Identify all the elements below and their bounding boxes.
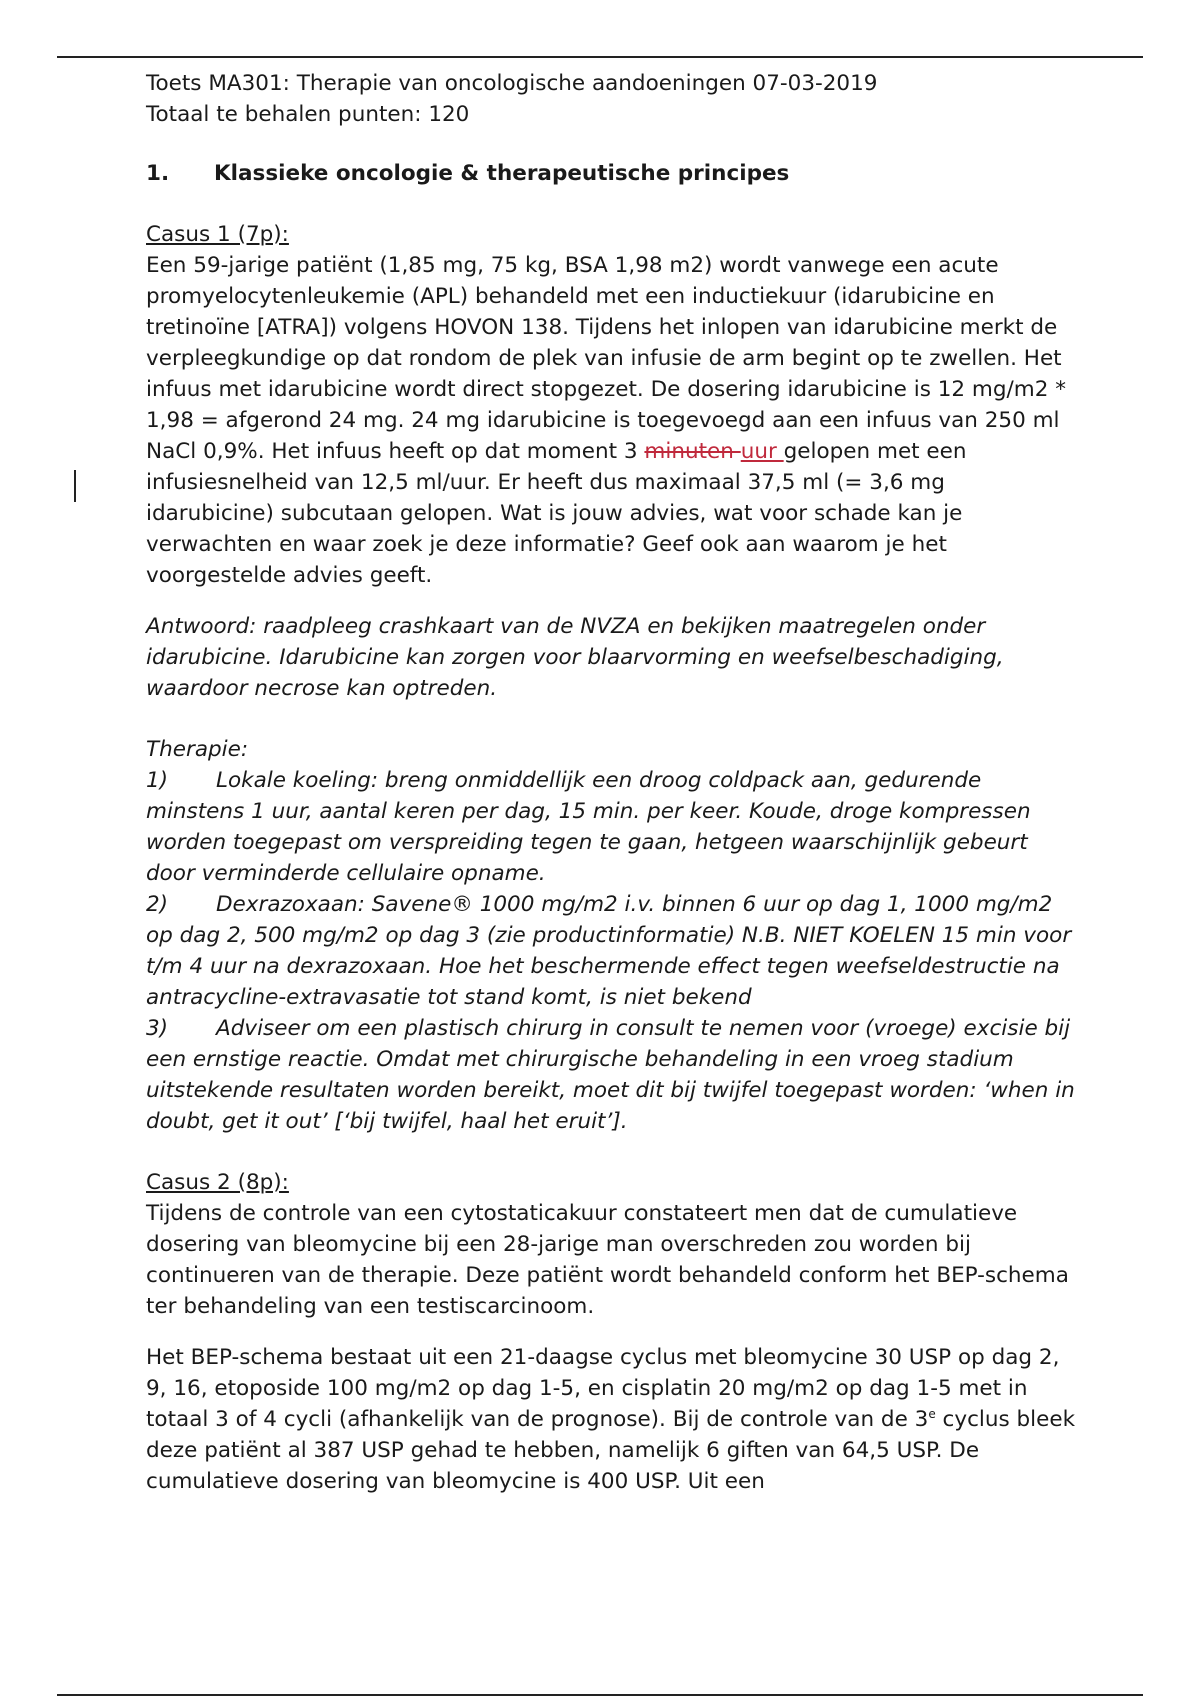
therapy-list — [146, 765, 1076, 1137]
therapy-item — [146, 765, 1076, 889]
section-title: Klassieke oncologie & therapeutische principes — [214, 161, 790, 186]
tracked-deletion: minuten — [644, 439, 741, 464]
therapy-item-text: Adviseer om een plastisch chirurg in consult te nemen voor (vroege) excisie bij een ernstige reactie. Omdat met chirurgische behandeling in een vroeg stadium uitstekende resultaten worden bereikt, moet dit bij twijfel toegepast worden: ‘when in doubt, get it out’ [‘bij twijfel, haal het eruit’]. — [146, 1016, 1075, 1134]
casus1-answer: Antwoord: raadpleeg crashkaart van de NVZA en bekijken maatregelen onder idarubicine. Idarubicine kan zorgen voor blaarvorming en weefselbeschadiging, waardoor necrose kan optreden. — [146, 614, 1004, 701]
tracked-insertion: uur — [740, 439, 784, 464]
casus1-text — [146, 250, 1076, 591]
casus1-text-part: Een 59-jarige patiënt (1,85 mg, 75 kg, BSA 1,98 m2) wordt vanwege een acute promyelocytenleukemie (APL) behandeld met een inductiekuur (idarubicine en tretinoïne [ATRA]) volgens HOVON 138. Tijdens het inlopen van idarubicine merkt de verpleegkundige op dat rondom de plek van infusie de arm begint op te zwellen. Het infuus met idarubicine wordt direct stopgezet. De dosering idarubicine is 12 mg/m2 * 1,98 = afgerond 24 mg. 24 mg idarubicine is toegevoegd aan een infuus van 250 ml NaCl 0,9%. Het infuus heeft op dat moment 3 — [146, 253, 1066, 464]
casus2-paragraph-2 — [146, 1342, 1076, 1497]
therapy-label: Therapie: — [146, 737, 249, 762]
therapy-item-number: 3) — [146, 1016, 169, 1041]
text-cursor — [74, 470, 76, 502]
therapy-item-number: 2) — [146, 892, 169, 917]
section-number: 1. — [146, 161, 170, 186]
therapy-item — [146, 889, 1076, 1013]
casus2-title: Casus 2 (8p): — [146, 1170, 289, 1195]
therapy-item — [146, 1013, 1076, 1137]
total-points: Totaal te behalen punten: 120 — [146, 102, 470, 127]
therapy-item-text: Dexrazoxaan: Savene® 1000 mg/m2 i.v. binnen 6 uur op dag 1, 1000 mg/m2 op dag 2, 500 mg/m2 op dag 3 (zie productinformatie) N.B. NIET KOELEN 15 min voor t/m 4 uur na dexrazoxaan. Hoe het beschermende effect tegen weefseldestructie na antracycline-extravasatie tot stand komt, is niet bekend — [146, 892, 1072, 1010]
exam-title: Toets MA301: Therapie van oncologische aandoeningen 07-03-2019 — [146, 71, 878, 96]
top-rule — [57, 56, 1143, 58]
casus2-text-part: Het BEP-schema bestaat uit een 21-daagse cyclus met bleomycine 30 USP op dag 2, 9, 16, etoposide 100 mg/m2 op dag 1-5, en cisplatin 20 mg/m2 op dag 1-5 met in totaal 3 of 4 cycli (afhankelijk van de prognose). Bij de controle van de 3 — [146, 1345, 1060, 1432]
section-heading — [146, 158, 1076, 189]
casus1-text-part: gelopen met een infusiesnelheid van 12,5 ml/uur. Er heeft dus maximaal 37,5 ml (= 3,6 mg idarubicine) subcutaan gelopen. Wat is jouw advies, wat voor schade kan je verwachten en waar zoek je deze informatie? Geef ook aan waarom je het voorgestelde advies geeft. — [146, 439, 967, 588]
document-page — [146, 68, 1076, 1497]
casus2-text-part: cyclus bleek deze patiënt al 387 USP gehad te hebben, namelijk 6 giften van 64,5 USP. De cumulatieve dosering van bleomycine is 400 USP. Uit een — [146, 1407, 1076, 1494]
casus2-paragraph-1: Tijdens de controle van een cytostaticakuur constateert men dat de cumulatieve dosering van bleomycine bij een 28-jarige man overschreden zou worden bij continueren van de therapie. Deze patiënt wordt behandeld conform het BEP-schema ter behandeling van een testiscarcinoom. — [146, 1201, 1069, 1319]
therapy-item-text: Lokale koeling: breng onmiddellijk een droog coldpack aan, gedurende minstens 1 uur, aantal keren per dag, 15 min. per keer. Koude, droge kompressen worden toegepast om verspreiding tegen te gaan, hetgeen waarschijnlijk gebeurt door verminderde cellulaire opname. — [146, 768, 1031, 886]
therapy-item-number: 1) — [146, 768, 169, 793]
casus1-title: Casus 1 (7p): — [146, 222, 289, 247]
bottom-rule — [57, 1694, 1143, 1696]
ordinal-superscript: e — [928, 1406, 936, 1421]
